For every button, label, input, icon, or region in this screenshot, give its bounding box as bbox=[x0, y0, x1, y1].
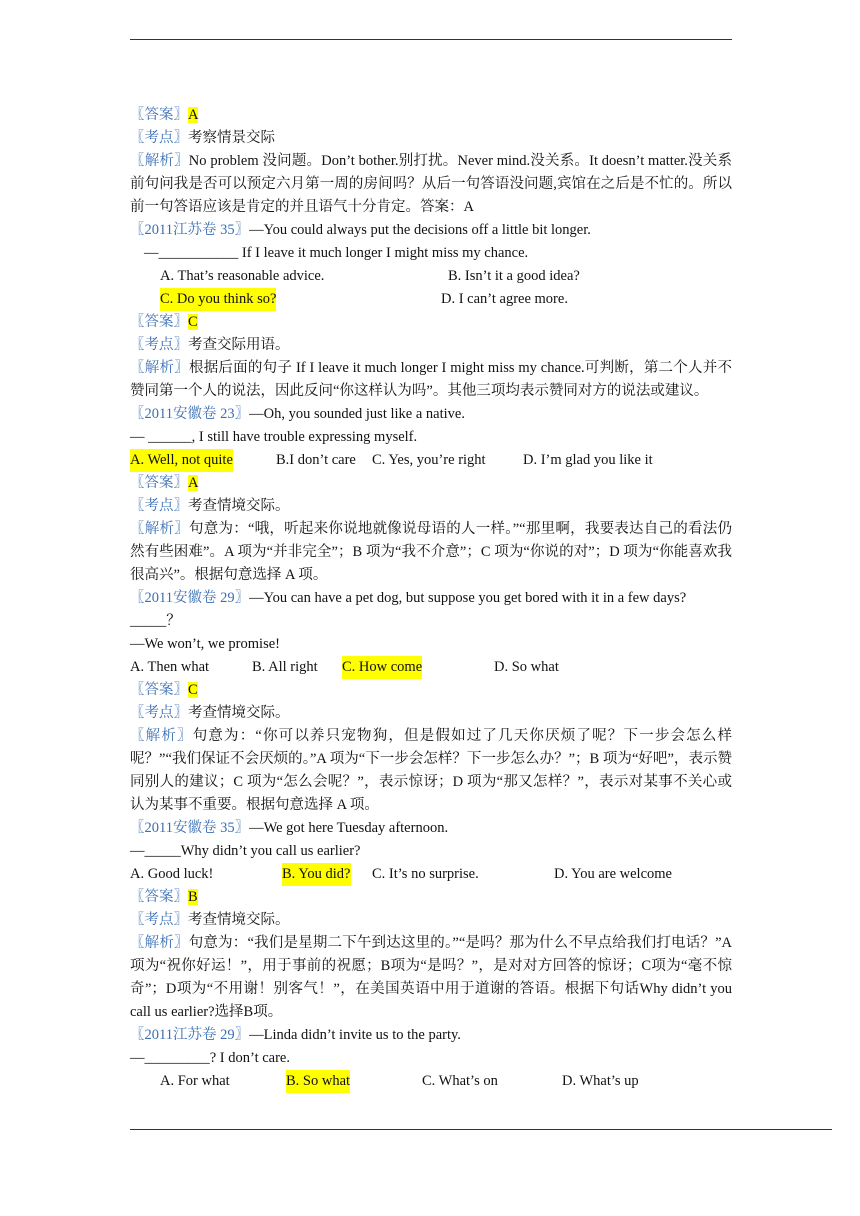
kaodian-label: 〖考点〗 bbox=[130, 912, 188, 928]
answer-value: A bbox=[188, 107, 199, 123]
option-b: B.I don’t care bbox=[276, 452, 356, 468]
answer-line bbox=[130, 886, 732, 909]
jiexi-label: 〖解析〗 bbox=[130, 935, 189, 951]
options-row bbox=[130, 656, 732, 679]
answer-value: A bbox=[188, 475, 199, 491]
question-blank: _____？ bbox=[130, 613, 181, 629]
kaodian-text: 考查情境交际。 bbox=[188, 705, 290, 721]
answer-line bbox=[130, 679, 732, 702]
answer-value: C bbox=[188, 682, 198, 698]
options-row bbox=[130, 1070, 732, 1093]
footer-rule bbox=[130, 1129, 832, 1130]
option-b: B. Isn’t it a good idea? bbox=[448, 268, 580, 284]
question-reply: —We won’t, we promise! bbox=[130, 636, 280, 652]
jiexi-paragraph bbox=[130, 518, 732, 587]
kaodian-text: 考查交际用语。 bbox=[188, 337, 290, 353]
option-d: D. I can’t agree more. bbox=[441, 291, 568, 307]
document-body bbox=[130, 104, 732, 1093]
question-prompt: —Linda didn’t invite us to the party. bbox=[249, 1027, 461, 1043]
jiexi-text: No problem 没问题。Don’t bother.别打扰。Never mind.没关系。It doesn’t matter.没关系前句问我是否可以预定六月第一周的房间吗？从后一句答语没问题,宾馆在之后是不忙的。所以前一句答语应该是肯定的并且语气十分肯定。答案：A bbox=[130, 153, 732, 215]
question-reply: —___________ If I leave it much longer I might miss my chance. bbox=[144, 245, 529, 261]
kaodian-line bbox=[130, 702, 732, 725]
option-c: C. It’s no surprise. bbox=[372, 866, 479, 882]
option-a: A. That’s reasonable advice. bbox=[160, 268, 325, 284]
question-line bbox=[130, 403, 732, 426]
answer-line bbox=[130, 104, 732, 127]
option-b: B. You did? bbox=[282, 863, 351, 886]
option-d: D. I’m glad you like it bbox=[523, 452, 653, 468]
kaodian-label: 〖考点〗 bbox=[130, 130, 188, 146]
options-row bbox=[130, 449, 732, 472]
jiexi-paragraph bbox=[130, 150, 732, 219]
kaodian-label: 〖考点〗 bbox=[130, 705, 188, 721]
option-c: C. Do you think so? bbox=[160, 288, 276, 311]
question-reply: —_____Why didn’t you call us earlier? bbox=[130, 843, 361, 859]
options-row bbox=[130, 265, 732, 288]
kaodian-text: 考查情境交际。 bbox=[188, 498, 290, 514]
jiexi-label: 〖解析〗 bbox=[130, 521, 189, 537]
jiexi-paragraph bbox=[130, 357, 732, 403]
jiexi-label: 〖解析〗 bbox=[130, 360, 189, 376]
question-line bbox=[130, 587, 732, 610]
jiexi-text: 句意为：“你可以养只宠物狗，但是假如过了几天你厌烦了呢？下一步会怎么样呢？”“我们保证不会厌烦的。”A 项为“下一步会怎样？下一步怎么办？”；B 项为“好吧”，表示赞同别人的建议；C 项为“怎么会呢？”，表示惊讶；D 项为“那又怎样？”，表示对某事不关心或认为某事不重要。根据句意选择 A 项。 bbox=[130, 728, 733, 813]
option-b: B. So what bbox=[286, 1070, 350, 1093]
option-a: A. For what bbox=[160, 1073, 230, 1089]
kaodian-label: 〖考点〗 bbox=[130, 337, 188, 353]
question-source: 〖2011安徽卷 23〗 bbox=[130, 406, 250, 422]
question-prompt: —You can have a pet dog, but suppose you get bored with it in a few days? bbox=[249, 590, 687, 606]
kaodian-line bbox=[130, 127, 732, 150]
answer-label: 〖答案〗 bbox=[130, 682, 188, 698]
option-c: C. How come bbox=[342, 656, 422, 679]
option-a: A. Then what bbox=[130, 659, 210, 675]
jiexi-text: 句意为：“哦，听起来你说地就像说母语的人一样。”“那里啊，我要表达自己的看法仍然有些困难”。A 项为“并非完全”；B 项为“我不介意”；C 项为“你说的对”；D 项为“你能喜欢我很高兴”。根据句意选择 A 项。 bbox=[130, 521, 733, 583]
jiexi-paragraph bbox=[130, 932, 732, 1024]
question-source: 〖2011江苏卷 29〗 bbox=[130, 1027, 250, 1043]
kaodian-line bbox=[130, 495, 732, 518]
answer-label: 〖答案〗 bbox=[130, 475, 188, 491]
option-b: B. All right bbox=[252, 659, 318, 675]
jiexi-label: 〖解析〗 bbox=[130, 728, 193, 744]
answer-label: 〖答案〗 bbox=[130, 889, 188, 905]
question-source: 〖2011安徽卷 29〗 bbox=[130, 590, 250, 606]
answer-label: 〖答案〗 bbox=[130, 107, 188, 123]
jiexi-label: 〖解析〗 bbox=[130, 153, 189, 169]
question-prompt: —Oh, you sounded just like a native. bbox=[249, 406, 465, 422]
question-reply: —_________? I don’t care. bbox=[130, 1050, 290, 1066]
jiexi-text: 根据后面的句子 If I leave it much longer I might miss my chance.可判断，第二个人并不赞同第一个人的说法，因此反问“你这样认为吗”。其他三项均表示赞同对方的说法或建议。 bbox=[130, 360, 732, 399]
question-line bbox=[130, 1024, 732, 1047]
kaodian-line bbox=[130, 909, 732, 932]
question-prompt: —We got here Tuesday afternoon. bbox=[249, 820, 449, 836]
option-d: D. You are welcome bbox=[554, 866, 672, 882]
answer-label: 〖答案〗 bbox=[130, 314, 188, 330]
answer-line bbox=[130, 472, 732, 495]
header-rule bbox=[130, 39, 732, 40]
options-row bbox=[130, 288, 732, 311]
option-a: A. Good luck! bbox=[130, 866, 214, 882]
kaodian-label: 〖考点〗 bbox=[130, 498, 188, 514]
option-d: D. So what bbox=[494, 659, 559, 675]
question-prompt: —You could always put the decisions off a little bit longer. bbox=[249, 222, 591, 238]
answer-line bbox=[130, 311, 732, 334]
option-d: D. What’s up bbox=[562, 1073, 639, 1089]
kaodian-text: 考察情景交际 bbox=[188, 130, 275, 146]
question-source: 〖2011安徽卷 35〗 bbox=[130, 820, 250, 836]
question-reply: — ______, I still have trouble expressing myself. bbox=[130, 429, 418, 445]
options-row bbox=[130, 863, 732, 886]
option-a: A. Well, not quite bbox=[130, 449, 233, 472]
option-c: C. Yes, you’re right bbox=[372, 452, 486, 468]
jiexi-paragraph bbox=[130, 725, 732, 817]
answer-value: B bbox=[188, 889, 198, 905]
kaodian-text: 考查情境交际。 bbox=[188, 912, 290, 928]
question-source: 〖2011江苏卷 35〗 bbox=[130, 222, 250, 238]
jiexi-text: 句意为：“我们是星期二下午到达这里的。”“是吗？那为什么不早点给我们打电话？”A项为“祝你好运！”，用于事前的祝愿；B项为“是吗？”，是对对方回答的惊讶；C项为“毫不惊奇”；D项为“不用谢！别客气！”，在美国英语中用于道谢的答语。根据下句话Why didn’t you call us earlier?选择B项。 bbox=[130, 935, 732, 1020]
option-c: C. What’s on bbox=[422, 1073, 498, 1089]
question-line bbox=[130, 817, 732, 840]
kaodian-line bbox=[130, 334, 732, 357]
question-line bbox=[130, 219, 732, 242]
answer-value: C bbox=[188, 314, 198, 330]
